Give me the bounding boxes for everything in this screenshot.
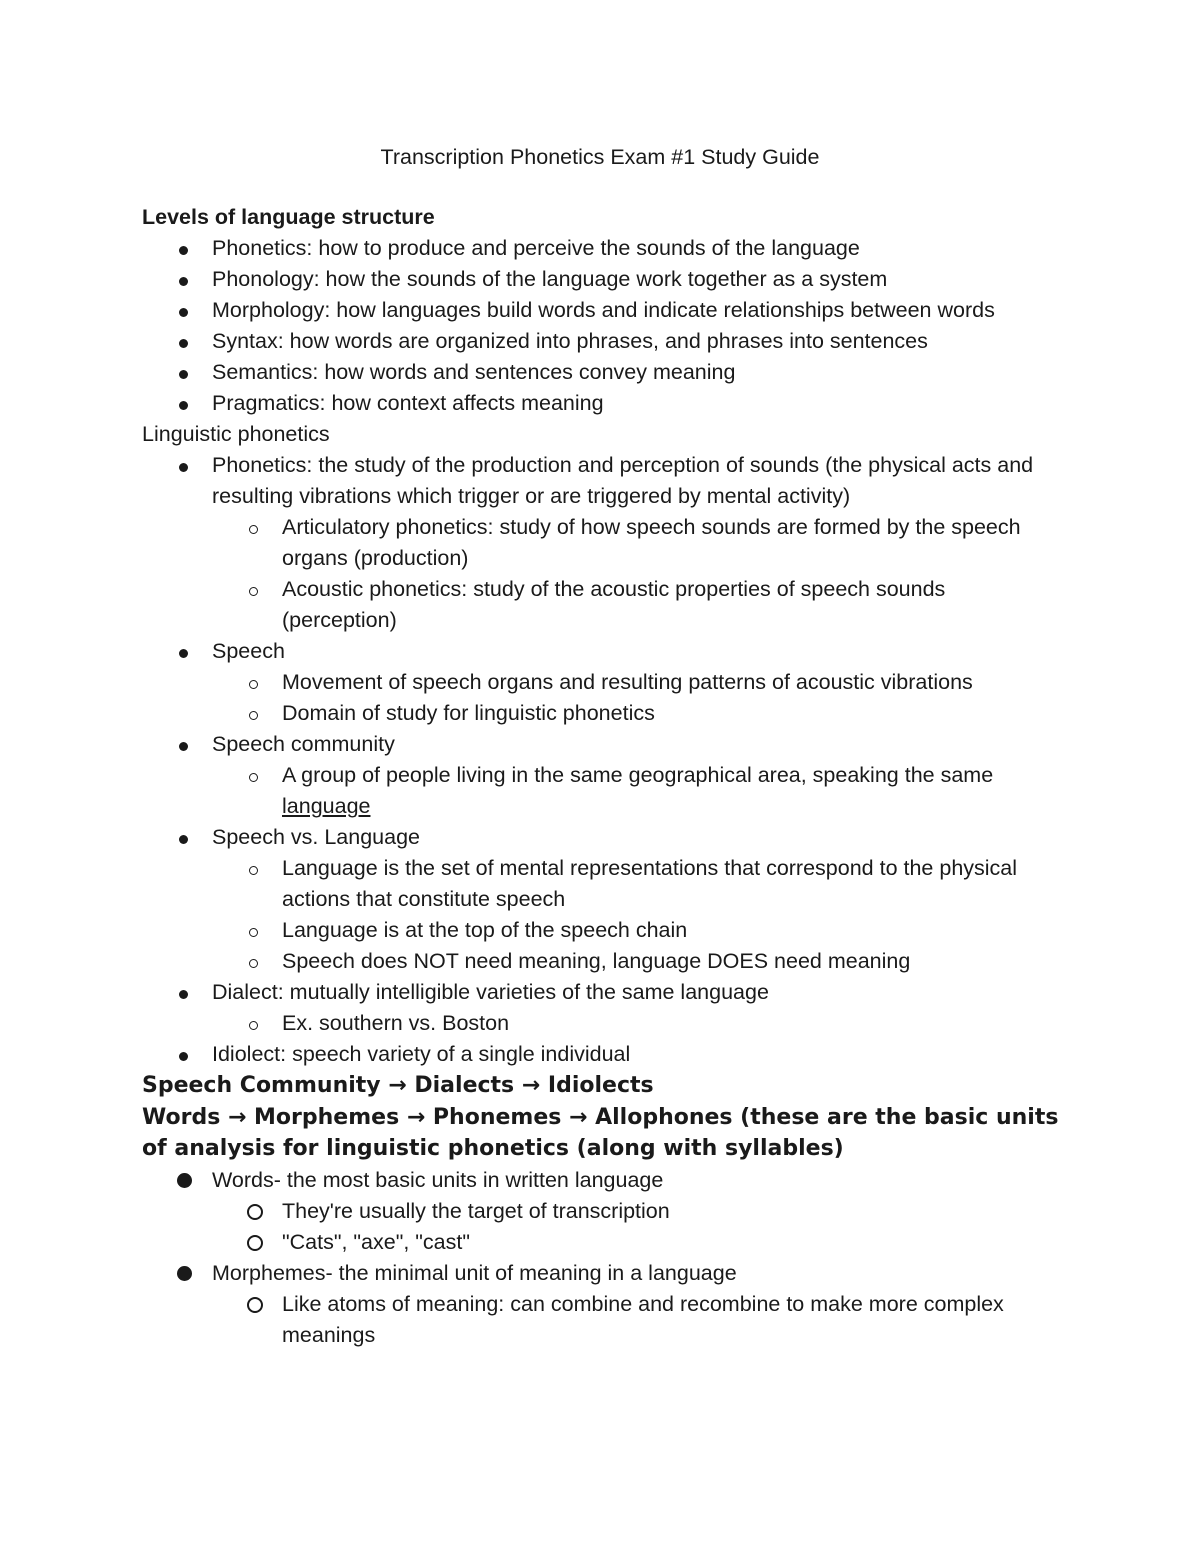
section-heading-linguistic: Linguistic phonetics	[142, 422, 330, 446]
sub-list-item: "Cats", "axe", "cast"	[142, 1227, 1062, 1258]
sub-list-item: Language is the set of mental representations that correspond to the physical actions that constitute speech	[142, 853, 1062, 915]
sub-list-item: Like atoms of meaning: can combine and recombine to make more complex meanings	[142, 1289, 1062, 1351]
document-body	[142, 202, 1062, 1351]
hollow-bullet-icon	[249, 866, 258, 875]
bullet-icon	[179, 339, 188, 348]
bullet-icon	[179, 742, 188, 751]
hollow-bullet-icon	[249, 680, 258, 689]
hollow-bullet-icon	[249, 1021, 258, 1030]
sub-list-item: Domain of study for linguistic phonetics	[142, 698, 1062, 729]
language-link[interactable]: language	[282, 794, 371, 818]
hollow-bullet-icon	[249, 525, 258, 534]
bullet-icon	[179, 1052, 188, 1061]
list-item: Phonetics: the study of the production and perception of sounds (the physical acts and resulting vibrations which trigger or are triggered by mental activity)	[142, 450, 1062, 512]
hollow-bullet-icon	[247, 1204, 263, 1220]
bullet-icon	[177, 1266, 192, 1281]
sub-list-item: Language is at the top of the speech chain	[142, 915, 1062, 946]
bullet-icon	[179, 990, 188, 999]
list-item: Words- the most basic units in written language	[142, 1165, 1062, 1196]
list-item: Phonetics: how to produce and perceive the sounds of the language	[142, 233, 1062, 264]
hollow-bullet-icon	[249, 773, 258, 782]
list-item: Speech community	[142, 729, 1062, 760]
list-item: Speech vs. Language	[142, 822, 1062, 853]
list-item: Dialect: mutually intelligible varieties of the same language	[142, 977, 1062, 1008]
bullet-icon	[179, 401, 188, 410]
list-item: Phonology: how the sounds of the language work together as a system	[142, 264, 1062, 295]
units-list	[142, 1165, 1062, 1351]
bullet-icon	[179, 308, 188, 317]
hollow-bullet-icon	[249, 928, 258, 937]
sub-list-item: Articulatory phonetics: study of how speech sounds are formed by the speech organs (production)	[142, 512, 1062, 574]
sub-list-item: A group of people living in the same geographical area, speaking the same language	[142, 760, 1062, 822]
hollow-bullet-icon	[249, 959, 258, 968]
hollow-bullet-icon	[249, 711, 258, 720]
hierarchy-heading-community: Speech Community → Dialects → Idiolects	[142, 1073, 654, 1098]
bullet-icon	[179, 370, 188, 379]
hollow-bullet-icon	[247, 1297, 263, 1313]
list-item: Pragmatics: how context affects meaning	[142, 388, 1062, 419]
hollow-bullet-icon	[249, 587, 258, 596]
sub-list-item: They're usually the target of transcription	[142, 1196, 1062, 1227]
sub-list-item: Ex. southern vs. Boston	[142, 1008, 1062, 1039]
list-item: Morphology: how languages build words and indicate relationships between words	[142, 295, 1062, 326]
list-item: Idiolect: speech variety of a single individual	[142, 1039, 1062, 1070]
list-item: Speech	[142, 636, 1062, 667]
sub-list-item: Movement of speech organs and resulting patterns of acoustic vibrations	[142, 667, 1062, 698]
levels-list	[142, 233, 1062, 419]
bullet-icon	[179, 835, 188, 844]
sub-list-item: Speech does NOT need meaning, language DOES need meaning	[142, 946, 1062, 977]
bullet-icon	[179, 246, 188, 255]
linguistic-list	[142, 450, 1062, 1070]
hierarchy-heading-units: Words → Morphemes → Phonemes → Allophones (these are the basic units of analysis for linguistic phonetics (along with syllables)	[142, 1104, 1059, 1161]
bullet-icon	[177, 1173, 192, 1188]
bullet-icon	[179, 649, 188, 658]
list-item: Syntax: how words are organized into phrases, and phrases into sentences	[142, 326, 1062, 357]
section-heading-levels: Levels of language structure	[142, 205, 435, 229]
document-title: Transcription Phonetics Exam #1 Study Guide	[380, 145, 820, 169]
hollow-bullet-icon	[247, 1235, 263, 1251]
bullet-icon	[179, 277, 188, 286]
bullet-icon	[179, 463, 188, 472]
list-item: Morphemes- the minimal unit of meaning in a language	[142, 1258, 1062, 1289]
list-item: Semantics: how words and sentences convey meaning	[142, 357, 1062, 388]
sub-list-item: Acoustic phonetics: study of the acoustic properties of speech sounds (perception)	[142, 574, 1062, 636]
